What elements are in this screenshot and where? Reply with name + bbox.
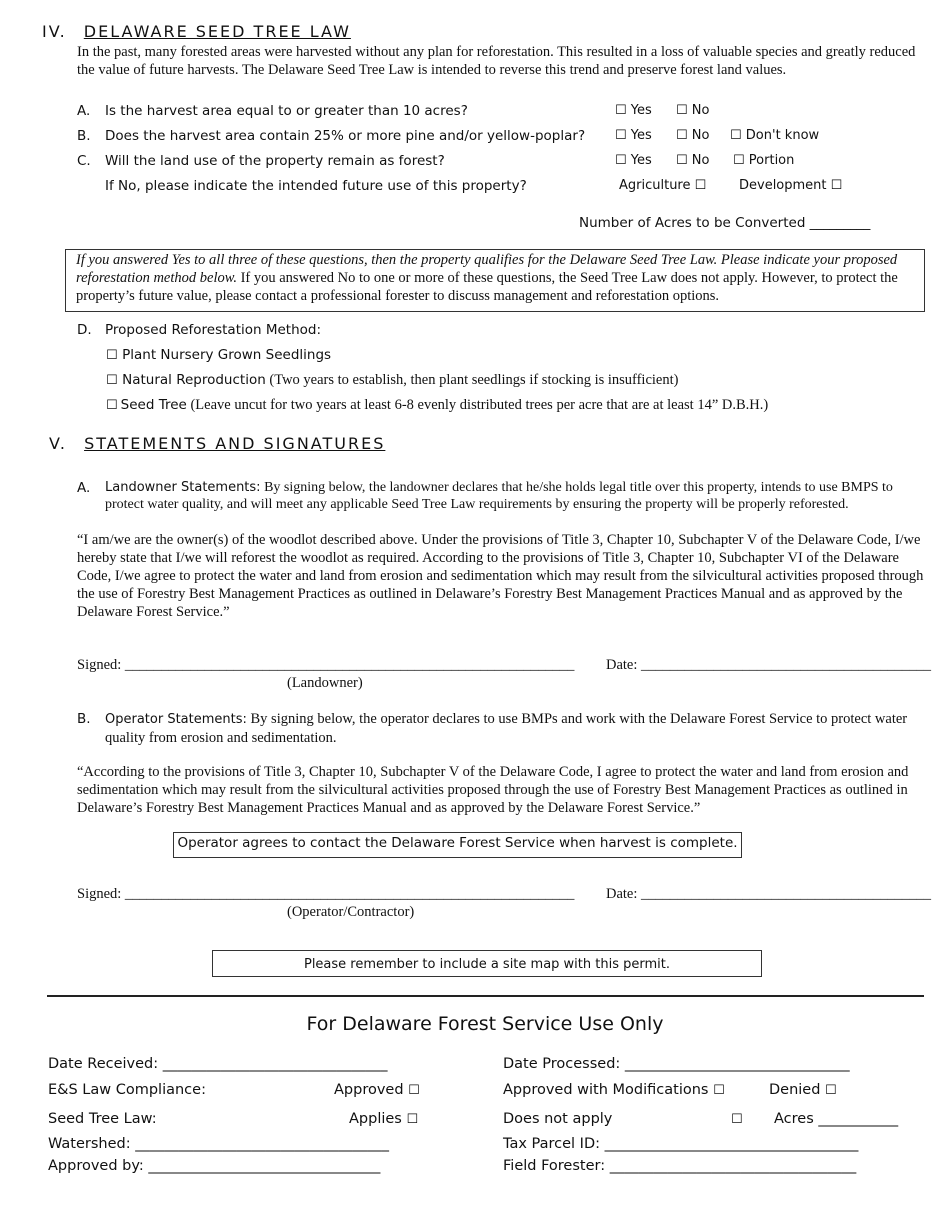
landowner-signature-line[interactable]: Signed: ______________________________________________________________ [77,657,575,673]
notice-regular-text: If you answered No to one or more of these questions, the Seed Tree Law does not apply. However, to protect the property’s future value, please contact a professional forester to discuss management and reforestation options. [76,270,898,304]
checkbox-icon[interactable]: ☐ [676,128,688,143]
reforestation-seedlings-option[interactable]: ☐ Plant Nursery Grown Seedlings [106,347,332,363]
operator-date-line[interactable]: Date: ________________________________________ [606,886,932,902]
question-d-text: Proposed Reforestation Method: [105,322,322,338]
question-c-portion-option[interactable]: ☐ Portion [733,153,795,168]
operator-statement-label: Operator Statements: [105,712,247,727]
operator-statement [105,710,915,747]
office-use-divider [47,995,924,997]
section-iv-numeral: IV. [42,22,67,41]
reforestation-natural-option[interactable]: ☐ Natural Reproduction (Two years to establish, then plant seedlings if stocking is insufficient) [106,372,679,388]
seed-tree-law-label: Seed Tree Law: [48,1111,157,1127]
checkbox-icon[interactable]: ☐ [730,128,742,143]
office-use-title: For Delaware Forest Service Use Only [306,1013,664,1035]
checkbox-icon[interactable]: ☐ [694,178,707,193]
landowner-date-line[interactable]: Date: ________________________________________ [606,657,932,673]
question-c-letter: C. [77,153,91,169]
question-a-no-option[interactable]: ☐ No [676,103,710,118]
landowner-role-label: (Landowner) [287,675,363,691]
future-use-agriculture-option[interactable]: Agriculture ☐ [619,178,707,193]
section-iv-title: DELAWARE SEED TREE LAW [83,22,351,41]
checkbox-icon[interactable]: ☐ [406,1112,419,1127]
question-a-text: Is the harvest area equal to or greater than 10 acres? [105,103,468,119]
question-b-no-option[interactable]: ☐ No [676,128,710,143]
checkbox-icon[interactable]: ☐ [106,348,118,363]
checkbox-icon[interactable]: ☐ [676,153,688,168]
checkbox-icon[interactable]: ☐ [615,128,627,143]
section-iv-intro: In the past, many forested areas were harvested without any plan for reforestation. This resulted in a loss of valuable species and greatly reduced the value of future harvests. The Delaware Seed Tree Law is intended to reverse this trend and preserve forest land values. [77,44,916,78]
section-iv-heading [42,22,351,41]
section-v-title: STATEMENTS AND SIGNATURES [84,434,386,453]
operator-statement-text: By signing below, the operator declares to use BMPs and work with the Delaware Forest Service to protect water quality from erosion and sedimentation. [105,711,908,746]
future-use-development-option[interactable]: Development ☐ [739,178,843,193]
seed-tree-applies-option[interactable]: Applies ☐ [349,1111,419,1127]
landowner-statement [105,479,915,513]
checkbox-icon[interactable]: ☐ [825,1083,837,1098]
checkbox-icon[interactable]: ☐ [615,153,627,168]
landowner-statement-text: By signing below, the landowner declares that he/she holds legal title over this property, intends to use BMPS to protect water quality, and will meet any applicable Seed Tree Law requirements by ensuring the property will be properly reforested. [105,480,893,512]
reforestation-seed-tree-option[interactable]: ☐ Seed Tree (Leave uncut for two years at least 6-8 evenly distributed trees per acre that are at least 14” D.B.H.) [106,397,769,413]
seed-tree-not-apply-label: Does not apply [503,1111,613,1127]
checkbox-icon[interactable]: ☐ [408,1083,420,1098]
seed-tree-notice-text [76,251,921,305]
checkbox-icon[interactable]: ☐ [106,398,118,413]
question-b-yes-option[interactable]: ☐ Yes [615,128,652,143]
site-map-notice-text: Please remember to include a site map with this permit. [303,957,670,972]
approved-by-field[interactable]: Approved by: ________________________________ [48,1158,381,1174]
checkbox-icon[interactable]: ☐ [106,373,118,388]
tax-parcel-field[interactable]: Tax Parcel ID: ___________________________________ [503,1136,859,1152]
operator-quote: “According to the provisions of Title 3, Chapter 10, Subchapter V of the Delaware Code, I agree to protect the water and land from erosion and sedimentation which may result from the silvicultural activities proposed through the use of Forestry Best Management Practices as outlined in Delaware’s Forestry Best Management Practices Manual and as approved by the Delaware Forest Service.” [77,764,909,816]
date-processed-field[interactable]: Date Processed: _______________________________ [503,1056,850,1072]
section-v-heading [49,434,385,453]
operator-signature-line[interactable]: Signed: ______________________________________________________________ [77,886,575,902]
acres-converted-field[interactable]: Number of Acres to be Converted _________ [579,215,871,231]
question-d-letter: D. [77,322,92,338]
es-compliance-label: E&S Law Compliance: [48,1082,206,1098]
checkbox-icon[interactable]: ☐ [830,178,843,193]
watershed-field[interactable]: Watershed: ___________________________________ [48,1136,389,1152]
question-b-dont-know-option[interactable]: ☐ Don't know [730,128,820,143]
question-c-text: Will the land use of the property remain as forest? [105,153,445,169]
acres-field[interactable]: Acres ___________ [774,1111,899,1127]
question-a-yes-option[interactable]: ☐ Yes [615,103,652,118]
question-b-letter: B. [77,128,91,144]
operator-notice-text: Operator agrees to contact the Delaware Forest Service when harvest is complete. [177,835,738,851]
section-v-numeral: V. [49,434,67,453]
date-received-field[interactable]: Date Received: _______________________________ [48,1056,388,1072]
question-b-text: Does the harvest area contain 25% or more pine and/or yellow-poplar? [105,128,586,144]
operator-letter: B. [77,711,91,727]
notice-italic-text: If you answered Yes to all three of these questions, then the property qualifies for the Delaware Seed Tree Law. Please indicate your proposed reforestation method below. [76,252,898,286]
checkbox-icon[interactable]: ☐ [731,1112,743,1127]
operator-role-label: (Operator/Contractor) [287,904,415,920]
es-denied-option[interactable]: Denied ☐ [769,1082,837,1098]
field-forester-field[interactable]: Field Forester: __________________________________ [503,1158,857,1174]
checkbox-icon[interactable]: ☐ [615,103,627,118]
question-c-no-option[interactable]: ☐ No [676,153,710,168]
es-approved-modifications-option[interactable]: Approved with Modifications ☐ [503,1082,725,1098]
es-approved-option[interactable]: Approved ☐ [334,1082,420,1098]
checkbox-icon[interactable]: ☐ [713,1083,725,1098]
future-use-question: If No, please indicate the intended future use of this property? [105,178,527,194]
question-c-yes-option[interactable]: ☐ Yes [615,153,652,168]
landowner-statement-label: Landowner Statements: [105,480,261,495]
question-a-letter: A. [77,103,91,119]
checkbox-icon[interactable]: ☐ [733,153,745,168]
landowner-quote: “I am/we are the owner(s) of the woodlot described above. Under the provisions of Title 3, Chapter 10, Subchapter V of the Delaware Code, I/we hereby state that I/we will reforest the woodlot as required. According to the provisions of Title 3, Chapter 10, Subchapter VI of the Delaware Code, I/we agree to protect the water and land from erosion and sedimentation which may result from the silvicultural activities proposed through the use of Forestry Best Management Practices as outlined in Delaware’s Forestry Best Management Practices Manual and as approved by the Delaware Forest Service.” [77,532,924,620]
landowner-letter: A. [77,480,91,496]
checkbox-icon[interactable]: ☐ [676,103,688,118]
